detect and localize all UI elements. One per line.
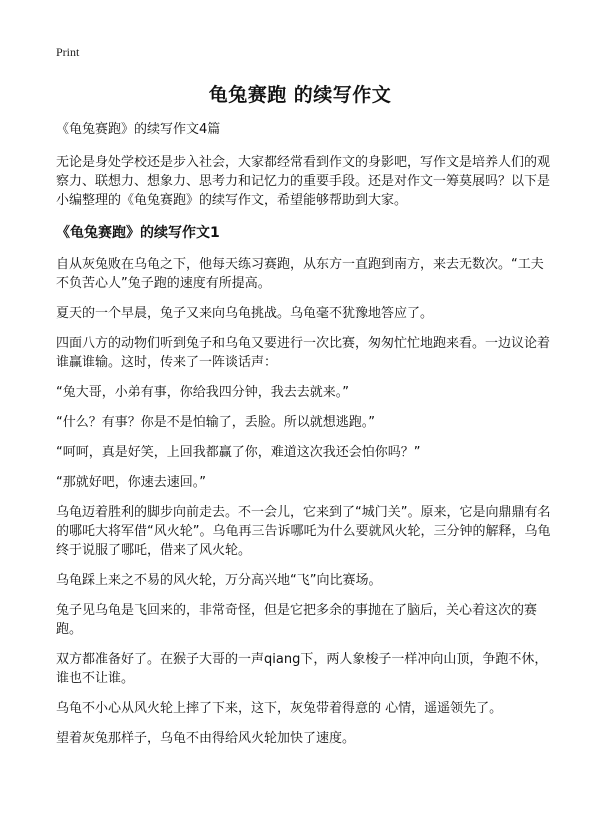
- section-heading: 《龟兔赛跑》的续写作文1: [56, 225, 220, 241]
- story-paragraph: 双方都准备好了。在猴子大哥的一声qiang下，两人象梭子一样冲向山顶，争跑不休，谁也不让谁。: [56, 652, 548, 686]
- story-paragraph: “呵呵，真是好笑，上回我都赢了你，难道这次我还会怕你吗？”: [56, 445, 421, 460]
- story-paragraph: 乌龟迈着胜利的脚步向前走去。不一会儿，它来到了“城门关”。原来，它是向鼎鼎有名的哪吒大将军借“风火轮”。乌龟再三告诉哪吒为什么要就风火轮，三分钟的解释，乌龟终于说服了哪吒，借来了风火轮。: [56, 505, 551, 558]
- story-paragraph: 兔子见乌龟是飞回来的，非常奇怪，但是它把多余的事抛在了脑后，关心着这次的赛跑。: [56, 603, 538, 637]
- article-body: [56, 120, 556, 759]
- story-paragraph: 自从灰兔败在乌龟之下，他每天练习赛跑，从东方一直跑到南方，来去无数次。“工夫不负苦心人”兔子跑的速度有所提高。: [56, 257, 544, 291]
- story-paragraph: “那就好吧，你速去速回。”: [56, 475, 206, 490]
- article-title: 龟兔赛跑 的续写作文: [208, 84, 392, 106]
- story-paragraph: 四面八方的动物们听到兔子和乌龟又要进行一次比赛，匆匆忙忙地跑来看。一边议论着谁赢谁输。这时，传来了一阵谈话声：: [56, 336, 551, 370]
- story-paragraph: 乌龟踩上来之不易的风火轮，万分高兴地“飞”向比赛场。: [56, 573, 382, 588]
- article-subtitle: 《龟兔赛跑》的续写作文4篇: [56, 122, 221, 137]
- story-paragraph: 望着灰兔那样子，乌龟不由得给风火轮加快了速度。: [56, 731, 356, 746]
- story-paragraph: 乌龟不小心从风火轮上摔了下来，这下，灰兔带着得意的 心情，遥遥领先了。: [56, 701, 503, 716]
- story-paragraph: 夏天的一个早晨，兔子又来向乌龟挑战。乌龟毫不犹豫地答应了。: [56, 306, 434, 321]
- print-link[interactable]: Print: [56, 45, 80, 59]
- story-paragraph: “兔大哥，小弟有事，你给我四分钟，我去去就来。”: [56, 385, 349, 400]
- intro-paragraph: 无论是身处学校还是步入社会，大家都经常看到作文的身影吧，写作文是培养人们的观察力、联想力、想象力、思考力和记忆力的重要手段。还是对作文一筹莫展吗？以下是小编整理的《龟兔赛跑》的续写作文，希望能够帮助到大家。: [56, 155, 551, 208]
- story-paragraph: “什么？有事？你是不是怕输了，丢脸。所以就想逃跑。”: [56, 415, 375, 430]
